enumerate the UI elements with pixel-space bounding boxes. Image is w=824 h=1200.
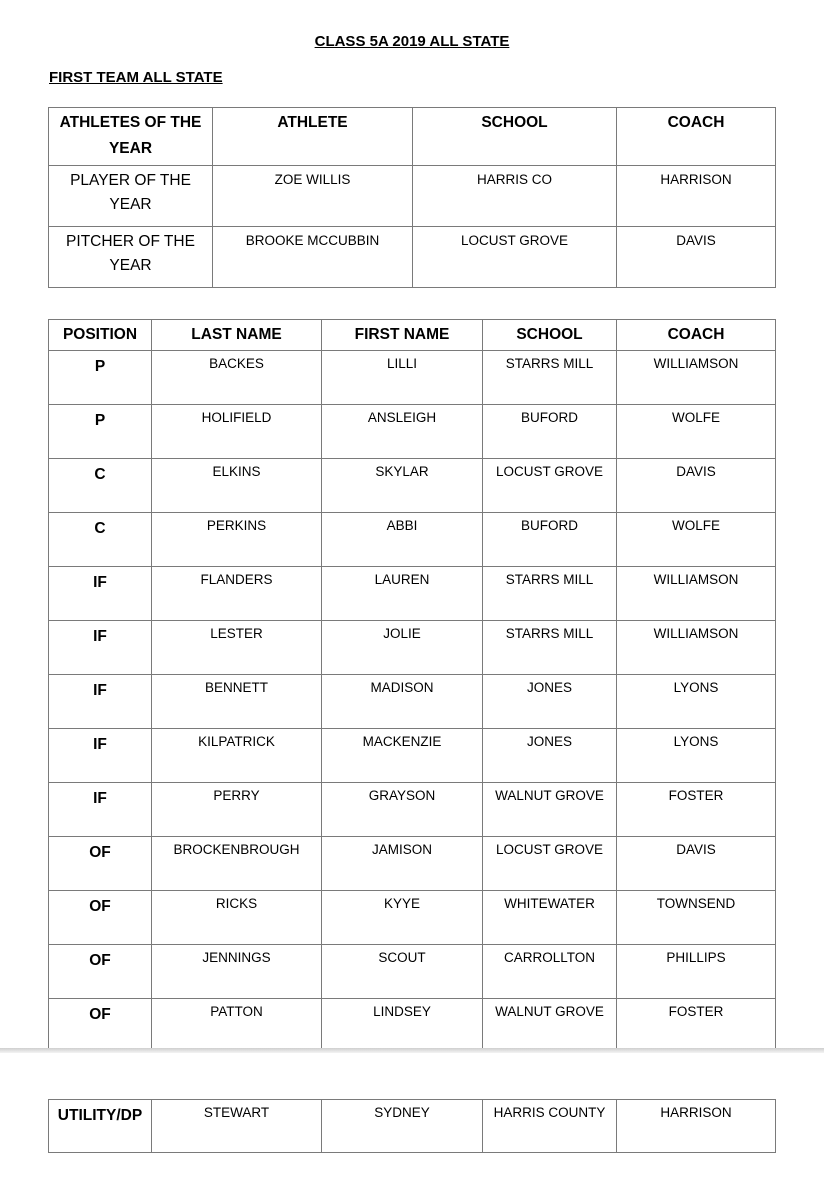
- position-cell: P: [49, 351, 152, 405]
- school-cell: LOCUST GROVE: [483, 837, 617, 891]
- table-header-row: [49, 320, 776, 351]
- award-cell: PLAYER OF THE YEAR: [49, 166, 213, 227]
- roster-body: [49, 351, 776, 1053]
- table-row: [49, 621, 776, 675]
- position-cell: IF: [49, 729, 152, 783]
- award-cell: PITCHER OF THE YEAR: [49, 227, 213, 288]
- school-cell: STARRS MILL: [483, 621, 617, 675]
- school-cell: HARRIS COUNTY: [483, 1100, 617, 1153]
- first-name-cell: ABBI: [322, 513, 483, 567]
- school-cell: LOCUST GROVE: [413, 227, 617, 288]
- column-header: COACH: [617, 108, 776, 166]
- coach-cell: WILLIAMSON: [617, 621, 776, 675]
- table-row: [49, 1100, 776, 1153]
- table-row: [49, 567, 776, 621]
- position-cell: C: [49, 513, 152, 567]
- first-name-cell: SKYLAR: [322, 459, 483, 513]
- utility-table: [48, 1099, 776, 1153]
- column-header: POSITION: [49, 320, 152, 351]
- table-row: [49, 999, 776, 1053]
- athletes-of-the-year-table: [48, 107, 776, 288]
- position-cell: OF: [49, 999, 152, 1053]
- school-cell: LOCUST GROVE: [483, 459, 617, 513]
- coach-cell: WILLIAMSON: [617, 351, 776, 405]
- last-name-cell: PERKINS: [152, 513, 322, 567]
- athlete-cell: BROOKE MCCUBBIN: [213, 227, 413, 288]
- first-name-cell: SYDNEY: [322, 1100, 483, 1153]
- table-row: [49, 166, 776, 227]
- last-name-cell: STEWART: [152, 1100, 322, 1153]
- first-name-cell: LINDSEY: [322, 999, 483, 1053]
- coach-cell: FOSTER: [617, 783, 776, 837]
- position-cell: IF: [49, 675, 152, 729]
- column-header: LAST NAME: [152, 320, 322, 351]
- first-name-cell: JAMISON: [322, 837, 483, 891]
- coach-cell: HARRISON: [617, 166, 776, 227]
- first-name-cell: MACKENZIE: [322, 729, 483, 783]
- coach-cell: DAVIS: [617, 837, 776, 891]
- last-name-cell: PERRY: [152, 783, 322, 837]
- last-name-cell: BROCKENBROUGH: [152, 837, 322, 891]
- coach-cell: WOLFE: [617, 405, 776, 459]
- position-cell: UTILITY/DP: [49, 1100, 152, 1153]
- column-header: ATHLETE: [213, 108, 413, 166]
- position-cell: OF: [49, 891, 152, 945]
- position-cell: C: [49, 459, 152, 513]
- school-cell: WALNUT GROVE: [483, 999, 617, 1053]
- position-cell: IF: [49, 567, 152, 621]
- first-name-cell: SCOUT: [322, 945, 483, 999]
- table-row: [49, 891, 776, 945]
- column-header: ATHLETES OF THE YEAR: [49, 108, 213, 166]
- last-name-cell: FLANDERS: [152, 567, 322, 621]
- school-cell: JONES: [483, 729, 617, 783]
- coach-cell: DAVIS: [617, 459, 776, 513]
- coach-cell: HARRISON: [617, 1100, 776, 1153]
- position-cell: P: [49, 405, 152, 459]
- last-name-cell: RICKS: [152, 891, 322, 945]
- coach-cell: DAVIS: [617, 227, 776, 288]
- table-row: [49, 837, 776, 891]
- school-cell: JONES: [483, 675, 617, 729]
- position-cell: IF: [49, 783, 152, 837]
- table-row: [49, 675, 776, 729]
- table-row: [49, 783, 776, 837]
- last-name-cell: BACKES: [152, 351, 322, 405]
- coach-cell: TOWNSEND: [617, 891, 776, 945]
- school-cell: STARRS MILL: [483, 567, 617, 621]
- first-name-cell: ANSLEIGH: [322, 405, 483, 459]
- last-name-cell: HOLIFIELD: [152, 405, 322, 459]
- last-name-cell: PATTON: [152, 999, 322, 1053]
- school-cell: BUFORD: [483, 405, 617, 459]
- first-name-cell: JOLIE: [322, 621, 483, 675]
- school-cell: BUFORD: [483, 513, 617, 567]
- document-title: CLASS 5A 2019 ALL STATE: [314, 33, 510, 50]
- column-header: FIRST NAME: [322, 320, 483, 351]
- athlete-cell: ZOE WILLIS: [213, 166, 413, 227]
- school-cell: CARROLLTON: [483, 945, 617, 999]
- first-name-cell: LAUREN: [322, 567, 483, 621]
- coach-cell: LYONS: [617, 729, 776, 783]
- table-row: [49, 513, 776, 567]
- table-row: [49, 351, 776, 405]
- last-name-cell: KILPATRICK: [152, 729, 322, 783]
- section-title: FIRST TEAM ALL STATE: [49, 69, 223, 86]
- last-name-cell: LESTER: [152, 621, 322, 675]
- first-name-cell: LILLI: [322, 351, 483, 405]
- last-name-cell: BENNETT: [152, 675, 322, 729]
- position-cell: IF: [49, 621, 152, 675]
- school-cell: WHITEWATER: [483, 891, 617, 945]
- school-cell: HARRIS CO: [413, 166, 617, 227]
- table-row: [49, 227, 776, 288]
- column-header: SCHOOL: [413, 108, 617, 166]
- last-name-cell: ELKINS: [152, 459, 322, 513]
- column-header: SCHOOL: [483, 320, 617, 351]
- school-cell: STARRS MILL: [483, 351, 617, 405]
- table-row: [49, 945, 776, 999]
- position-cell: OF: [49, 837, 152, 891]
- table-row: [49, 459, 776, 513]
- page-break-divider: [0, 1048, 824, 1053]
- table-header-row: [49, 108, 776, 166]
- column-header: COACH: [617, 320, 776, 351]
- first-team-roster-table: [48, 319, 776, 1053]
- coach-cell: WOLFE: [617, 513, 776, 567]
- coach-cell: PHILLIPS: [617, 945, 776, 999]
- table-row: [49, 405, 776, 459]
- school-cell: WALNUT GROVE: [483, 783, 617, 837]
- table-row: [49, 729, 776, 783]
- first-name-cell: MADISON: [322, 675, 483, 729]
- coach-cell: FOSTER: [617, 999, 776, 1053]
- first-name-cell: GRAYSON: [322, 783, 483, 837]
- position-cell: OF: [49, 945, 152, 999]
- first-name-cell: KYYE: [322, 891, 483, 945]
- last-name-cell: JENNINGS: [152, 945, 322, 999]
- coach-cell: LYONS: [617, 675, 776, 729]
- coach-cell: WILLIAMSON: [617, 567, 776, 621]
